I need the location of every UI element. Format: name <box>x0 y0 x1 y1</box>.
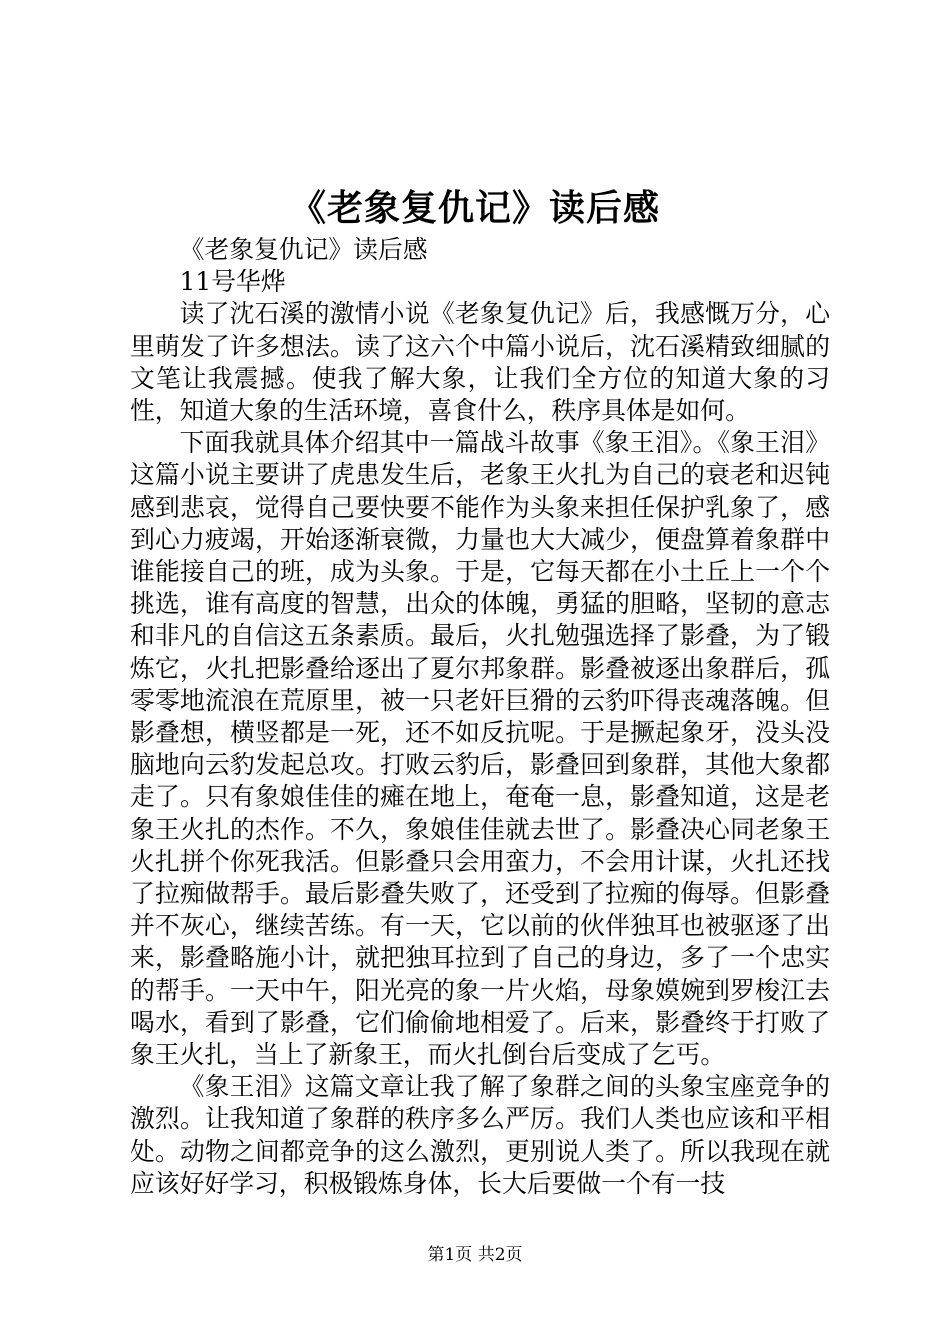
paragraph-2: 下面我就具体介绍其中一篇战斗故事《象王泪》。《象王泪》这篇小说主要讲了虎患发生后，老象王火扎为自己的衰老和迟钝感到悲哀，觉得自己要快要不能作为头象来担任保护乳象了，感到心力疲竭，开始逐渐衰微，力量也大大减少，便盘算着象群中谁能接自己的班，成为头象。于是，它每天都在小土丘上一个个挑选，谁有高度的智慧，出众的体魄，勇猛的胆略，坚韧的意志和非凡的自信这五条素质。最后，火扎勉强选择了影叠，为了锻炼它，火扎把影叠给逐出了夏尔邦象群。影叠被逐出象群后，孤零零地流浪在荒原里，被一只老奸巨猾的云豹吓得丧魂落魄。但影叠想，横竖都是一死，还不如反抗呢。于是撅起象牙，没头没脑地向云豹发起总攻。打败云豹后，影叠回到象群，其他大象都走了。只有象娘佳佳的瘫在地上，奄奄一息，影叠知道，这是老象王火扎的杰作。不久，象娘佳佳就去世了。影叠决心同老象王火扎拼个你死我活。但影叠只会用蛮力，不会用计谋，火扎还找了拉痴做帮手。最后影叠失败了，还受到了拉痴的侮辱。但影叠并不灰心，继续苦练。有一天，它以前的伙伴独耳也被驱逐了出来，影叠略施小计，就把独耳拉到了自己的身边，多了一个忠实的帮手。一天中午，阳光亮的象一片火焰，母象嫫婉到罗梭江去喝水，看到了影叠，它们偷偷地相爱了。后来，影叠终于打败了象王火扎，当上了新象王，而火扎倒台后变成了乞丐。 <box>130 428 830 1070</box>
paragraph-3: 《象王泪》这篇文章让我了解了象群之间的头象宝座竞争的激烈。让我知道了象群的秩序多么严厉。我们人类也应该和平相处。动物之间都竞争的这么激烈，更别说人类了。所以我现在就应该好好学习，积极锻炼身体，长大后要做一个有一技 <box>130 1072 830 1198</box>
paragraph-1: 读了沈石溪的激情小说《老象复仇记》后，我感慨万分，心里萌发了许多想法。读了这六个中篇小说后，沈石溪精致细腻的文笔让我震撼。使我了解大象，让我们全方位的知道大象的习性，知道大象的生活环境，喜食什么，秩序具体是如何。 <box>130 299 830 426</box>
author-line: 11号华烨 <box>179 267 286 297</box>
subtitle-line: 《老象复仇记》读后感 <box>179 235 428 264</box>
document-body <box>130 234 830 1200</box>
page-footer: 第1页 共2页 <box>427 1245 523 1265</box>
page-title: 《老象复仇记》读后感 <box>289 187 660 229</box>
